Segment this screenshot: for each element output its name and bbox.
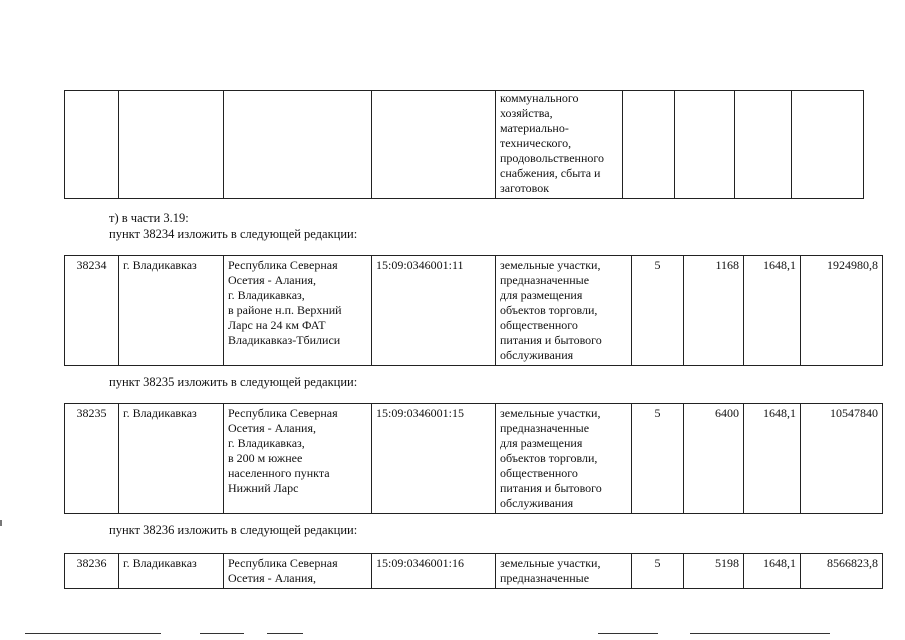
cell-value: 8566823,8 — [801, 554, 883, 589]
scan-rule-far-right — [690, 633, 830, 634]
cell-address: Республика Северная Осетия - Алания, — [224, 554, 372, 589]
cell-cadastral: 15:09:0346001:16 — [372, 554, 496, 589]
cell-area: 5198 — [684, 554, 744, 589]
cell-purpose: земельные участки, предназначенные для размещения объектов торговли, общественного питания и бытового обслуживания — [496, 404, 632, 514]
table-continued — [64, 90, 864, 199]
cell-id — [65, 91, 119, 199]
amendment-part-heading: т) в части 3.19: — [109, 211, 189, 225]
amendment-38236-heading: пункт 38236 изложить в следующей редакции: — [109, 523, 358, 537]
scan-rule-mid2 — [267, 633, 303, 634]
cell-value: 1924980,8 — [801, 256, 883, 366]
cell-rate: 1648,1 — [744, 404, 801, 514]
scan-rule-mid — [200, 633, 244, 634]
table-row — [65, 256, 883, 366]
cell-group — [623, 91, 675, 199]
table-38234 — [64, 255, 883, 366]
cell-cadastral: 15:09:0346001:11 — [372, 256, 496, 366]
scan-rule-right — [598, 633, 658, 634]
cell-group: 5 — [632, 404, 684, 514]
cell-id: 38236 — [65, 554, 119, 589]
cell-purpose: коммунального хозяйства, материально- технического, продовольственного снабжения, сбыта и заготовок — [496, 91, 623, 199]
cell-city: г. Владикавказ — [119, 404, 224, 514]
cell-address: Республика Северная Осетия - Алания, г. Владикавказ, в районе н.п. Верхний Ларс на 24 км ФАТ Владикавказ-Тбилиси — [224, 256, 372, 366]
cell-area: 6400 — [684, 404, 744, 514]
cell-purpose: земельные участки, предназначенные — [496, 554, 632, 589]
scan-rule-left — [25, 633, 161, 634]
amendment-38234-heading: пункт 38234 изложить в следующей редакции: — [109, 227, 358, 241]
cell-rate — [735, 91, 792, 199]
table-row — [65, 554, 883, 589]
table-row — [65, 91, 864, 199]
table-38235 — [64, 403, 883, 514]
cell-city: г. Владикавказ — [119, 554, 224, 589]
table-row — [65, 404, 883, 514]
cell-area — [675, 91, 735, 199]
cell-id: 38234 — [65, 256, 119, 366]
cell-city: г. Владикавказ — [119, 256, 224, 366]
cell-purpose: земельные участки, предназначенные для размещения объектов торговли, общественного питания и бытового обслуживания — [496, 256, 632, 366]
amendment-38235-heading: пункт 38235 изложить в следующей редакции: — [109, 375, 358, 389]
cell-area: 1168 — [684, 256, 744, 366]
cell-id: 38235 — [65, 404, 119, 514]
cell-city — [119, 91, 224, 199]
cell-address: Республика Северная Осетия - Алания, г. Владикавказ, в 200 м южнее населенного пункта Нижний Ларс — [224, 404, 372, 514]
cell-value: 10547840 — [801, 404, 883, 514]
table-38236 — [64, 553, 883, 589]
cell-cadastral — [372, 91, 496, 199]
cell-cadastral: 15:09:0346001:15 — [372, 404, 496, 514]
cell-address — [224, 91, 372, 199]
cell-group: 5 — [632, 256, 684, 366]
scan-speck — [0, 520, 2, 526]
cell-rate: 1648,1 — [744, 554, 801, 589]
cell-rate: 1648,1 — [744, 256, 801, 366]
cell-group: 5 — [632, 554, 684, 589]
cell-value — [792, 91, 864, 199]
